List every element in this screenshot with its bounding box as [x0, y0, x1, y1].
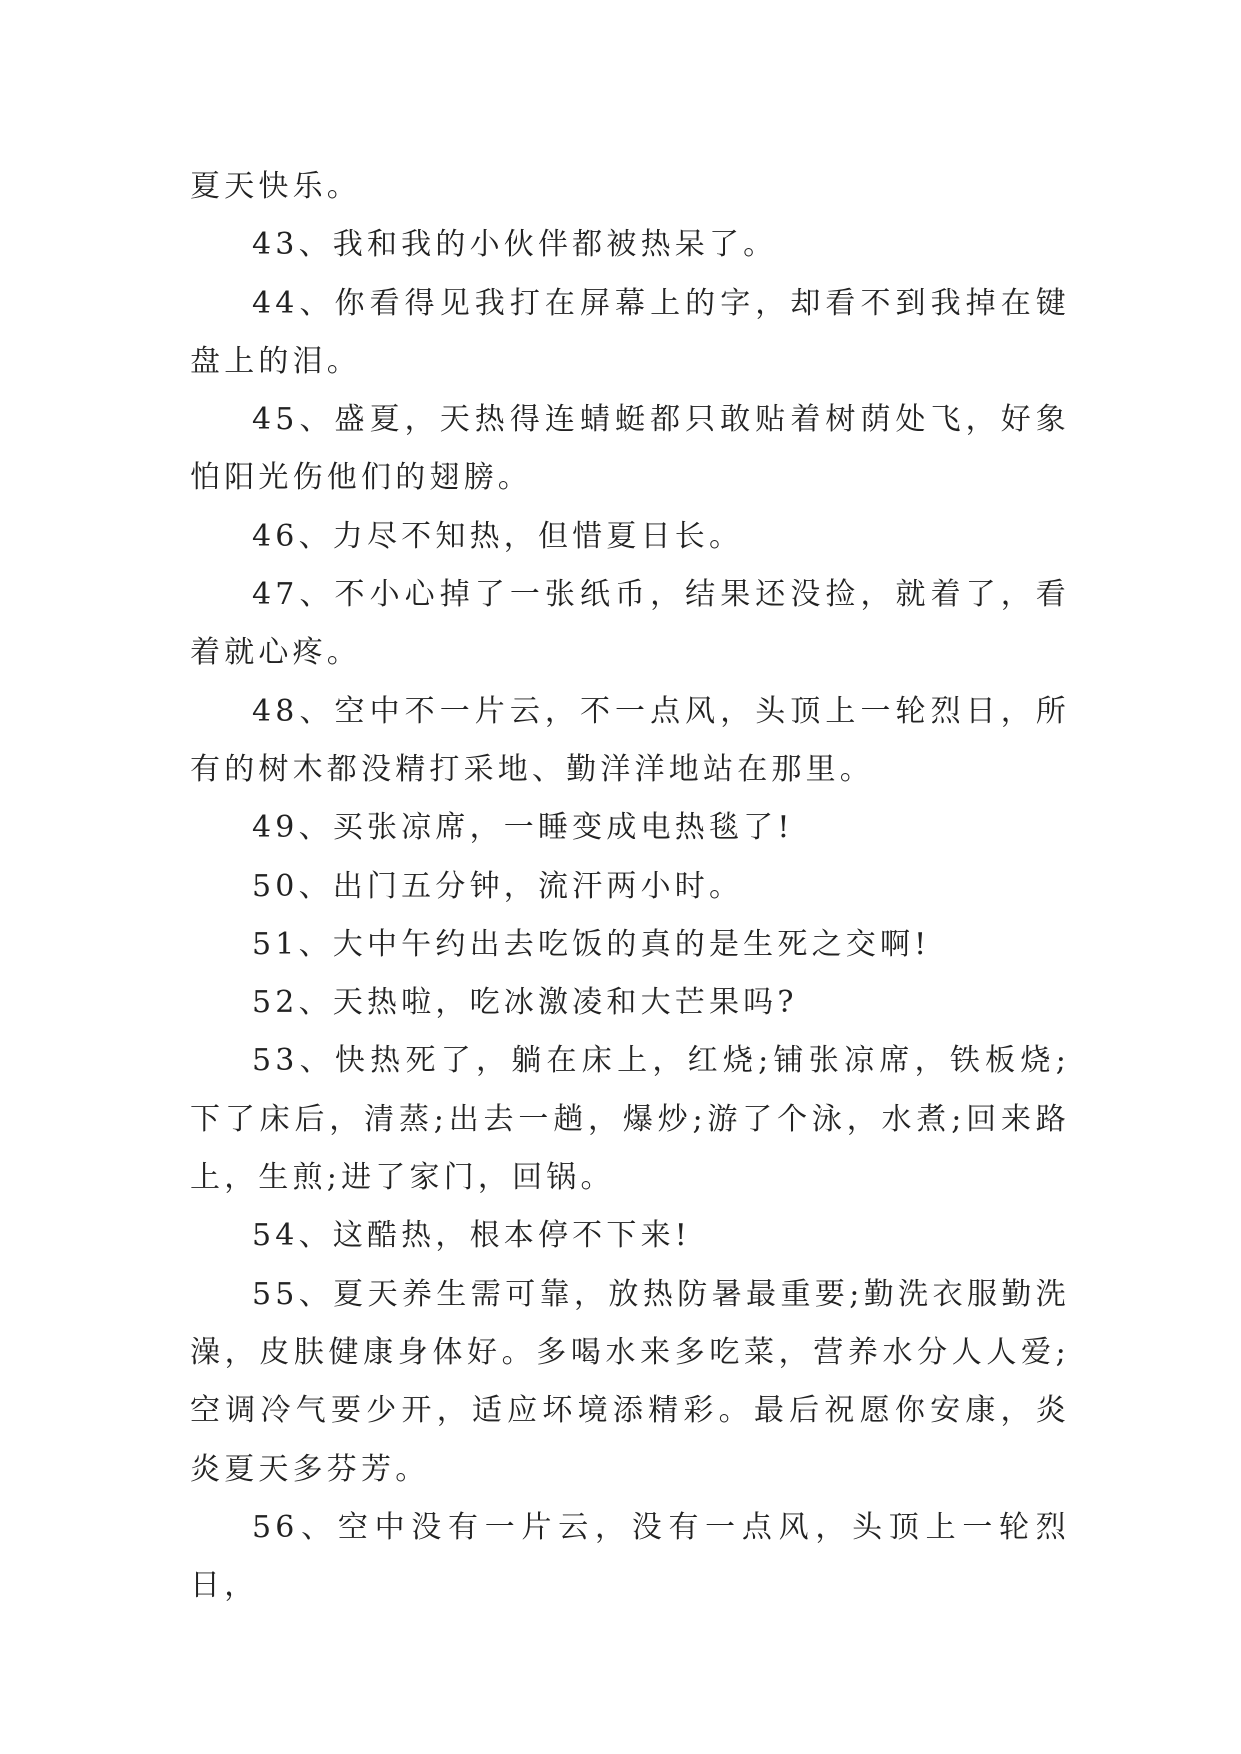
paragraph: 44、你看得见我打在屏幕上的字，却看不到我掉在键盘上的泪。 — [190, 285, 1070, 379]
paragraph: 53、快热死了，躺在床上，红烧;铺张凉席，铁板烧;下了床后，清蒸;出去一趟，爆炒;游了个泳，水煮;回来路上，生煎;进了家门，回锅。 — [190, 1043, 1070, 1196]
paragraph: 56、空中没有一片云，没有一点风，头顶上一轮烈日， — [190, 1509, 1070, 1604]
paragraph: 52、天热啦，吃冰激凌和大芒果吗? — [252, 985, 798, 1021]
paragraph: 43、我和我的小伙伴都被热呆了。 — [252, 227, 778, 263]
paragraph: 55、夏天养生需可靠，放热防暑最重要;勤洗衣服勤洗澡，皮肤健康身体好。多喝水来多吃菜，营养水分人人爱;空调冷气要少开，适应坏境添精彩。最后祝愿你安康，炎炎夏天多芬芳。 — [190, 1276, 1070, 1487]
paragraph: 49、买张凉席，一睡变成电热毯了! — [252, 810, 794, 846]
body-text — [190, 158, 1070, 1615]
paragraph: 48、空中不一片云，不一点风，头顶上一轮烈日，所有的树木都没精打采地、勤洋洋地站在那里。 — [190, 693, 1070, 787]
paragraph: 50、出门五分钟，流汗两小时。 — [252, 868, 744, 904]
paragraph: 54、这酷热，根本停不下来! — [252, 1218, 692, 1254]
paragraph: 45、盛夏，天热得连蜻蜓都只敢贴着树荫处飞，好象怕阳光伤他们的翅膀。 — [190, 402, 1070, 496]
paragraph: 51、大中午约出去吃饭的真的是生死之交啊! — [252, 926, 931, 962]
paragraph: 46、力尽不知热，但惜夏日长。 — [252, 518, 744, 554]
paragraph: 夏天快乐。 — [190, 169, 361, 204]
paragraph: 47、不小心掉了一张纸币，结果还没捡，就着了，看着就心疼。 — [190, 577, 1070, 671]
